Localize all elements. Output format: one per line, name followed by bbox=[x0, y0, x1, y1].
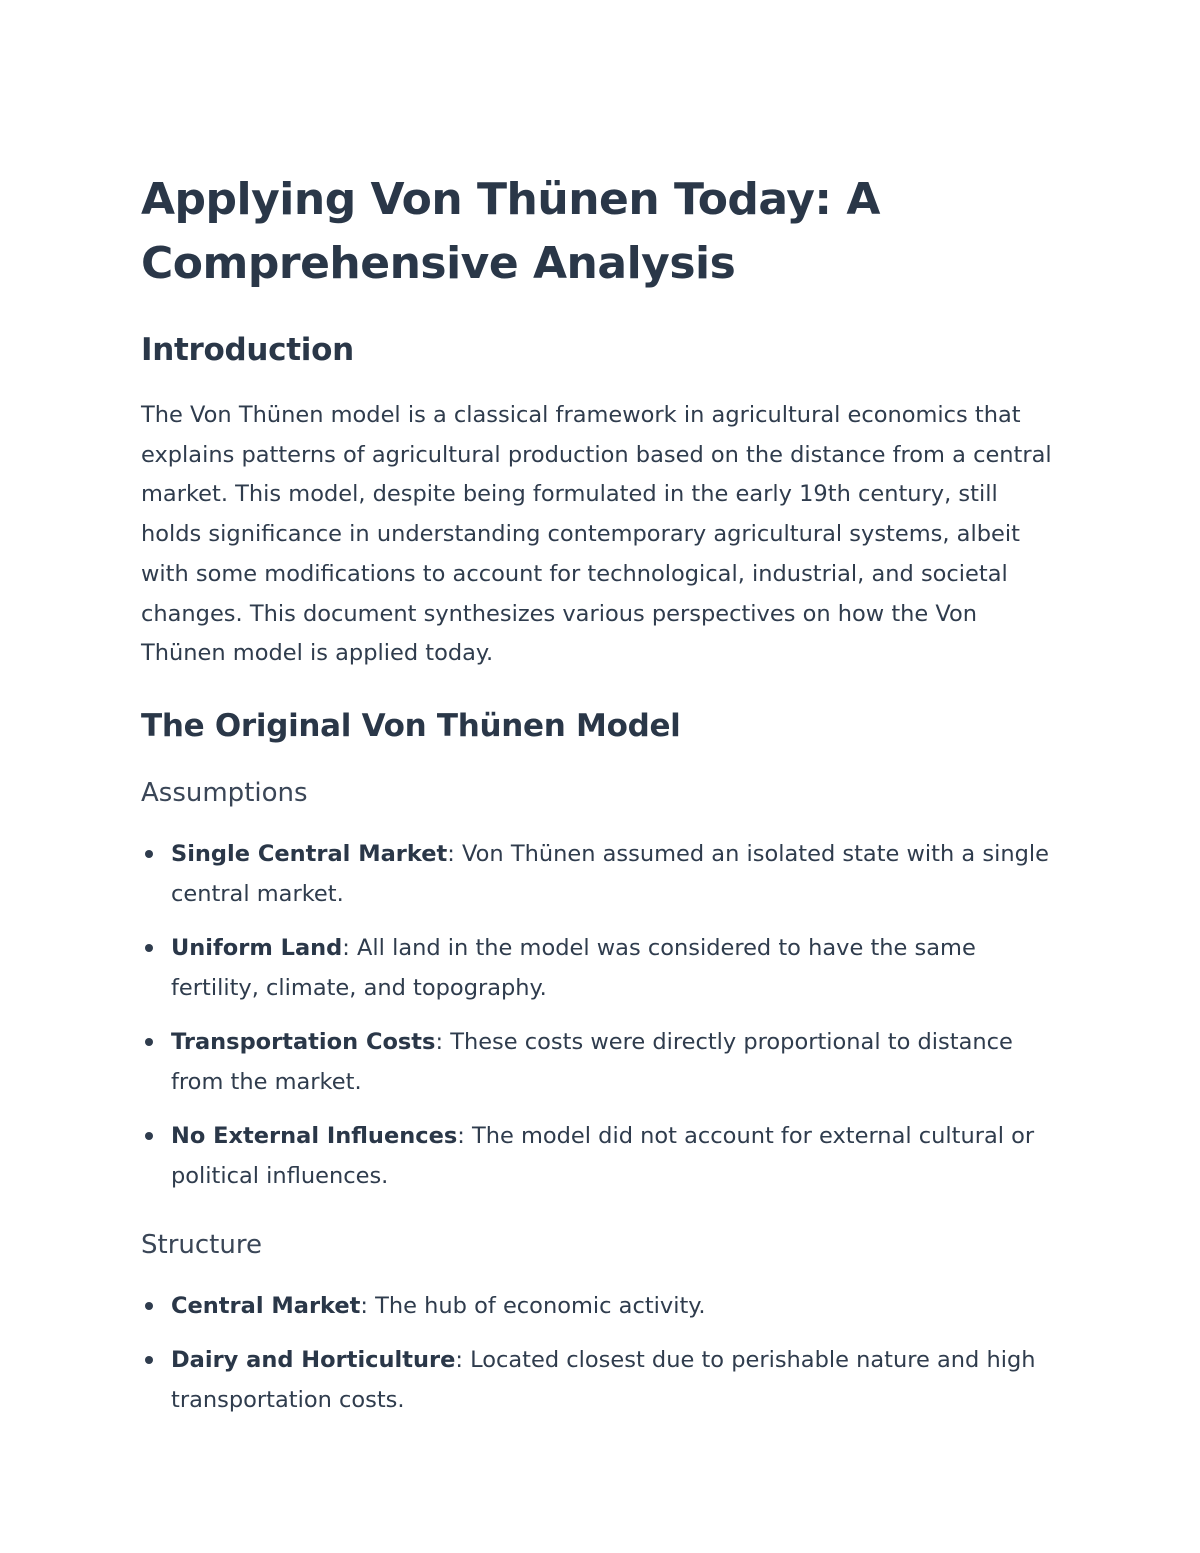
original-model-heading: The Original Von Thünen Model bbox=[141, 707, 681, 744]
list-item-text: These costs were directly proportional to distance from the market. bbox=[171, 1028, 1013, 1095]
list-item-text: The hub of economic activity. bbox=[368, 1292, 706, 1319]
document-title: Applying Von Thünen Today: A Comprehensive Analysis bbox=[141, 174, 880, 289]
list-item-separator: : bbox=[457, 1122, 465, 1149]
list-item-term: Dairy and Horticulture bbox=[171, 1346, 456, 1373]
list-item-term: Transportation Costs bbox=[171, 1028, 436, 1055]
assumptions-list bbox=[141, 834, 1056, 1196]
list-item-separator: : bbox=[342, 934, 350, 961]
bullet-icon bbox=[145, 850, 153, 858]
list-item bbox=[141, 928, 1056, 1008]
list-item bbox=[141, 1340, 1056, 1420]
list-item-term: Single Central Market bbox=[171, 840, 448, 867]
bullet-icon bbox=[145, 1132, 153, 1140]
assumptions-heading: Assumptions bbox=[141, 777, 308, 808]
bullet-icon bbox=[145, 1302, 153, 1310]
list-item-separator: : bbox=[447, 840, 455, 867]
list-item-text: Located closest due to perishable nature and high transportation costs. bbox=[171, 1346, 1036, 1413]
list-item-separator: : bbox=[435, 1028, 444, 1055]
list-item-term: Uniform Land bbox=[171, 934, 343, 961]
structure-heading: Structure bbox=[141, 1229, 262, 1260]
list-item bbox=[141, 834, 1056, 914]
list-item-separator: : bbox=[455, 1346, 463, 1373]
document-page bbox=[141, 168, 1056, 1434]
bullet-icon bbox=[145, 1356, 153, 1364]
introduction-heading: Introduction bbox=[141, 332, 354, 368]
list-item bbox=[141, 1116, 1056, 1196]
list-item-text: All land in the model was considered to have the same fertility, climate, and topography. bbox=[171, 934, 976, 1001]
bullet-icon bbox=[145, 1038, 153, 1046]
list-item bbox=[141, 1286, 1056, 1326]
list-item-separator: : bbox=[360, 1292, 369, 1319]
list-item-text: Von Thünen assumed an isolated state with a single central market. bbox=[171, 840, 1049, 907]
list-item-text: The model did not account for external cultural or political influences. bbox=[171, 1122, 1035, 1189]
bullet-icon bbox=[145, 944, 153, 952]
list-item bbox=[141, 1022, 1056, 1102]
introduction-paragraph: The Von Thünen model is a classical framework in agricultural economics that explains patterns of agricultural production based on the distance from a central market. This model, despite being formulated in the early 19th century, still holds significance in understanding contemporary agricultural systems, albeit with some modifications to account for technological, industrial, and societal changes. This document synthesizes various perspectives on how the Von Thünen model is applied today. bbox=[141, 402, 1052, 667]
structure-list bbox=[141, 1286, 1056, 1420]
list-item-term: Central Market bbox=[171, 1292, 361, 1319]
list-item-term: No External Influences bbox=[171, 1122, 458, 1149]
